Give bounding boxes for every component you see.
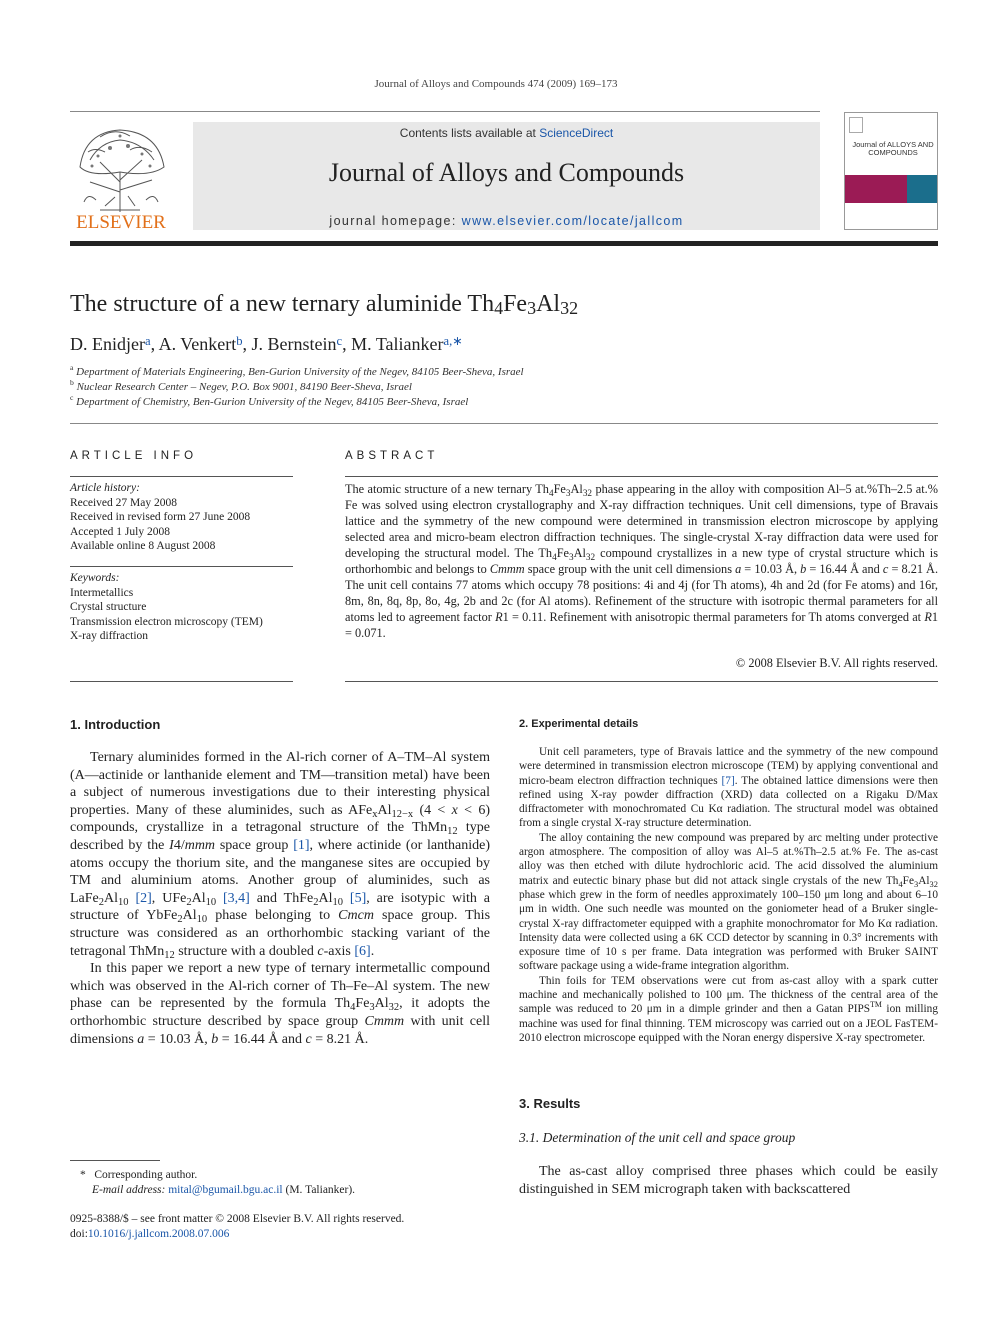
history-item: Received 27 May 2008 [70,496,177,509]
affiliation: $^a$ Department of Materials Engineering, Ben-Gurion University of the Negev, 84105 Beer-Sheva, Israel [70,363,524,378]
divider [345,476,938,477]
abstract-text: The atomic structure of a new ternary $Th_4Fe_3Al_{32}$ phase appearing in the alloy with composition Al–5 at.%Th–2.5 at.% Fe was solved using electron crystallography and X-ray diffraction techniques. Unit cell dimensions, type of Bravais lattice and the symmetry of the new compound were determined in transmission electron microscope by applying selected area and micro-beam electron diffraction techniques. The single-crystal X-ray diffraction data were used for developing the structural model. The $Th_4Fe_3Al_{32}$ compound crystallizes in a new type of crystal structure which is orthorhombic and belongs to Cmmm space group with the unit cell dimensions a = 10.03 Å, b = 16.44 Å and c = 8.21 Å. The unit cell contains 77 atoms which occupy 78 positions: 4i and 4j (for Th atoms), 4h and 2d (for Fe atoms) and 16r, 8m, 8n, 8q, 8p, 8o, 4g, 2b and 2c (for Al atoms). Refinement of the structure with isotropic thermal parameters for all atoms led to agreement factor R1 = 0.11. Refinement with anisotropic thermal parameters for Th atoms converged at R1 = 0.071. [345,482,939,640]
sciencedirect-link[interactable]: ScienceDirect [539,126,614,140]
author-list: D. Enidjer$^a$, A. Venkert$^b$, J. Bernstein$^c$, M. Talianker$^{a,∗}$ [70,334,463,354]
footnote-rule [70,1160,160,1161]
history-item: Accepted 1 July 2008 [70,525,170,538]
author-name: J. Bernstein [251,334,337,354]
affiliation-mark[interactable]: c [336,334,343,348]
elsevier-tree-icon [70,122,172,214]
section-heading: 1. Introduction [70,717,161,732]
history-item: Received in revised form 27 June 2008 [70,511,251,523]
author-name: D. Enidjer [70,334,145,354]
article-title: The structure of a new ternary aluminide Th4Fe3Al32 [70,291,579,318]
running-head: Journal of Alloys and Compounds 474 (2009) 169–173 [374,78,618,90]
header-thick-rule [70,241,938,246]
history-item: Available online 8 August 2008 [70,540,216,552]
divider [70,476,293,477]
corresponding-note: * Corresponding author. [80,1169,198,1181]
keywords: Keywords: Intermetallics Crystal structure Transmission electron microscopy (TEM) X-ray diffraction [70,572,263,642]
cover-band-magenta [845,175,907,203]
article-history: Article history: Received 27 May 2008 Received in revised form 27 June 2008 Accepted 1 July 2008 Available online 8 August 2008 [70,482,251,552]
citation-link[interactable]: [2] [135,890,152,906]
section-heading: 3. Results [519,1096,581,1111]
homepage-link[interactable]: www.elsevier.com/locate/jallcom [461,214,684,228]
author-name: M. Talianker [351,334,444,354]
keyword: X-ray diffraction [70,630,149,642]
divider [345,681,938,682]
affiliation-mark[interactable]: b [236,334,243,348]
doi-link[interactable]: 10.1016/j.jallcom.2008.07.006 [87,1228,230,1240]
affiliation: $^b$ Nuclear Research Center – Negev, P.O. Box 9001, 84190 Beer-Sheva, Israel [70,378,412,393]
citation-link[interactable]: [1] [293,837,310,853]
doi-line: doi:10.1016/j.jallcom.2008.07.006 [70,1228,230,1240]
email-note: E-mail address: mital@bgumail.bgu.ac.il (M. Talianker). [92,1184,356,1196]
intro-text: Ternary aluminides formed in the Al-rich corner of A–TM–Al system (A—actinide or lanthanide element and TM—transition metal) have been a subject of numerous investigations due to their interesting physical properties. Many of these aluminides, such as $AFe_xAl_{12-x}$ (4 < x < 6) compounds, crystallize in a tetragonal structure of the ThMn$_{12}$ type described by the I4/mmm space group [1], where actinide (or lanthanide) atoms occupy the thorium site, and the manganese sites are occupied by TM and aluminium atoms. Another group of aluminides, such as $LaFe_2Al_{10}$ [2], $UFe_2Al_{10}$ [3,4] and $ThFe_2Al_{10}$ [5], are isotypic with a structure of $YbFe_2Al_{10}$ phase belonging to Cmcm space group. This structure was considered as an orthorhombic stacking variant of the tetragonal ThMn$_{12}$ structure with a doubled c-axis [6]. In this paper we report a new type of ternary intermetallic compound which was observed in the Al-rich corner of Th–Fe–Al system. The new phase can be represented by the formula $Th_4Fe_3Al_{32}$, it adopts the orthorhombic structure described by space group Cmmm with unit cell dimensions a = 10.03 Å, b = 16.44 Å and c = 8.21 Å. [70,750,491,1047]
subsection-heading: 3.1. Determination of the unit cell and space group [519,1130,796,1145]
affiliation-mark[interactable]: a [144,334,151,348]
journal-cover [844,112,938,230]
elsevier-logo [70,122,172,232]
cover-logo-icon [849,117,863,133]
author-name: A. Venkert [158,334,237,354]
divider [70,681,293,682]
cover-band-white [845,203,907,230]
results-text: The as-cast alloy comprised three phases which could be easily distinguished in SEM micrograph taken with backscattered [519,1164,938,1197]
issn-line: 0925-8388/$ – see front matter © 2008 Elsevier B.V. All rights reserved. [70,1213,405,1225]
elsevier-wordmark: ELSEVIER [76,212,166,233]
experimental-text: Unit cell parameters, type of Bravais lattice and the symmetry of the new compound were determined in transmission electron microscope (TEM) by applying conventional and micro-beam electron diffraction techniques [7]. The obtained lattice dimensions were then refined using X-ray powder diffraction (XRD) data collected on a Rigaku D/Max diffractometer with monochromated Cu Kα radiation. The structural model was obtained from a single crystal X-ray structure determination. The alloy containing the new compound was prepared by arc melting under protective argon atmosphere. The composition of alloy was Al–5 at.%Th–2.5 at.% Fe. The as-cast alloy was then etched with dilute hydrochloric acid. The acid dissolved the aluminium matrix and eutectic binary phase but did not attack single crystals of the new $Th_4Fe_3Al_{32}$ phase which grew in the form of needles approximately 100–150 μm long and about 6–10 μm in width. One such needle was mounted on the goniometer head of a Bruker single-crystal X-ray diffractometer equipped with a graphite monochromator for Mo Kα radiation. Intensity data were collected using a 6K CCD detector by scanning in 0.3° increments with exposure time of 10 s per frame. Data integration was performed with Bruker SAINT software package using a wide-frame integration algorithm. Thin foils for TEM observations were cut from as-cast alloy with a spark cutter machine and mechanically polished to 100 μm. The thickness of the central area of the sample was reduced to 20 μm in a dimple grinder and then a Gatan PIPS™ ion milling machine was used for final thinning. TEM microscopy was carried out on a JEOL FasTEM-2010 electron microscope equipped with the Noran energy dispersive X-ray spectrometer. [519,746,938,1044]
keyword: Transmission electron microscopy (TEM) [70,615,263,628]
affiliation: $^c$ Department of Chemistry, Ben-Gurion University of the Negev, 84105 Beer-Sheva, Israel [70,393,469,408]
email-link[interactable]: mital@bgumail.bgu.ac.il [168,1184,283,1196]
cover-band-teal [907,175,938,203]
keyword: Crystal structure [70,601,147,613]
article-info-heading: ARTICLE INFO [70,450,198,462]
copyright-line: © 2008 Elsevier B.V. All rights reserved. [735,656,938,670]
citation-link[interactable]: [3,4] [223,890,250,906]
contents-line: Contents lists available at ScienceDirect [399,126,614,140]
keyword: Intermetallics [70,586,134,599]
homepage-line: journal homepage: www.elsevier.com/locate/jallcom [329,214,684,228]
cover-band-white-2 [907,203,938,230]
divider [70,423,938,424]
divider [70,566,293,567]
citation-link[interactable]: [5] [349,890,367,906]
citation-link[interactable]: [6] [354,943,371,959]
citation-link[interactable]: [7] [721,774,735,787]
abstract-heading: ABSTRACT [345,450,439,462]
journal-banner [193,122,820,230]
cover-title: Journal of ALLOYS AND COMPOUNDS [852,140,934,157]
section-heading: 2. Experimental details [519,718,639,730]
journal-title: Journal of Alloys and Compounds [328,158,685,187]
header-top-rule [70,111,820,112]
affiliation-mark[interactable]: a,∗ [443,334,463,348]
